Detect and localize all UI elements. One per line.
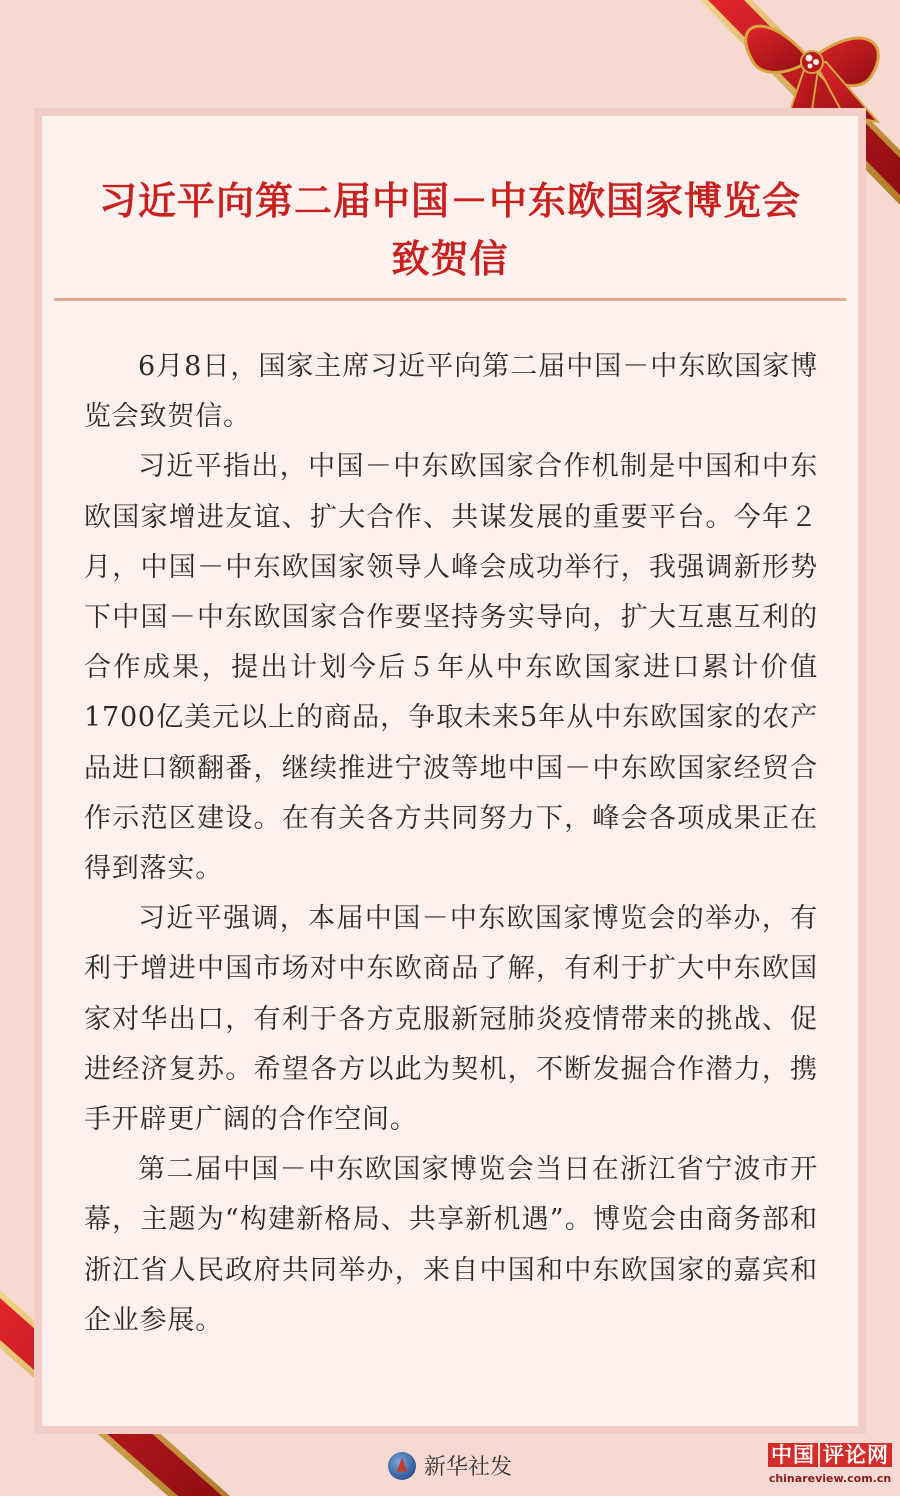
title-line-2: 致贺信 [391, 236, 509, 281]
paragraph-4: 第二届中国－中东欧国家博览会当日在浙江省宁波市开幕，主题为“构建新格局、共享新机遇”。博览会由商务部和浙江省人民政府共同举办，来自中国和中东欧国家的嘉宾和企业参展。 [84, 1154, 818, 1336]
footer-source: 新华社发 [423, 1455, 512, 1480]
footer-credit [0, 1450, 900, 1486]
paragraph-2: 习近平指出，中国－中东欧国家合作机制是中国和中东欧国家增进友谊、扩大合作、共谋发展的重要平台。今年２月，中国－中东欧国家领导人峰会成功举行，我强调新形势下中国－中东欧国家合作要坚持务实导向，扩大互惠互利的合作成果，提出计划今后５年从中东欧国家进口累计价值1700亿美元以上的商品，争取未来5年从中东欧国家的农产品进口额翻番，继续推进宁波等地中国－中东欧国家经贸合作示范区建设。在有关各方共同努力下，峰会各项成果正在得到落实。 [84, 451, 818, 885]
letter-card-inner [42, 116, 858, 1426]
page-title [42, 172, 858, 288]
title-line-1: 习近平向第二届中国－中东欧国家博览会 [98, 178, 801, 223]
xinhua-logo-icon [388, 1452, 416, 1480]
chinareview-watermark [766, 1440, 894, 1488]
article-body [84, 342, 818, 1346]
watermark-title-2: 评论网 [820, 1443, 892, 1467]
watermark-url: chinareview.com.cn [768, 1472, 892, 1485]
letter-card [34, 108, 866, 1434]
watermark-logo [766, 1440, 894, 1470]
paragraph-3: 习近平强调，本届中国－中东欧国家博览会的举办，有利于增进中国市场对中东欧商品了解，有利于扩大中东欧国家对华出口，有利于各方克服新冠肺炎疫情带来的挑战、促进经济复苏。希望各方以此为契机，不断发掘合作潜力，携手开辟更广阔的合作空间。 [84, 903, 818, 1136]
watermark-title-1: 中国 [768, 1443, 818, 1467]
title-divider [54, 298, 846, 301]
paragraph-1: 6月8日，国家主席习近平向第二届中国－中东欧国家博览会致贺信。 [84, 351, 818, 433]
